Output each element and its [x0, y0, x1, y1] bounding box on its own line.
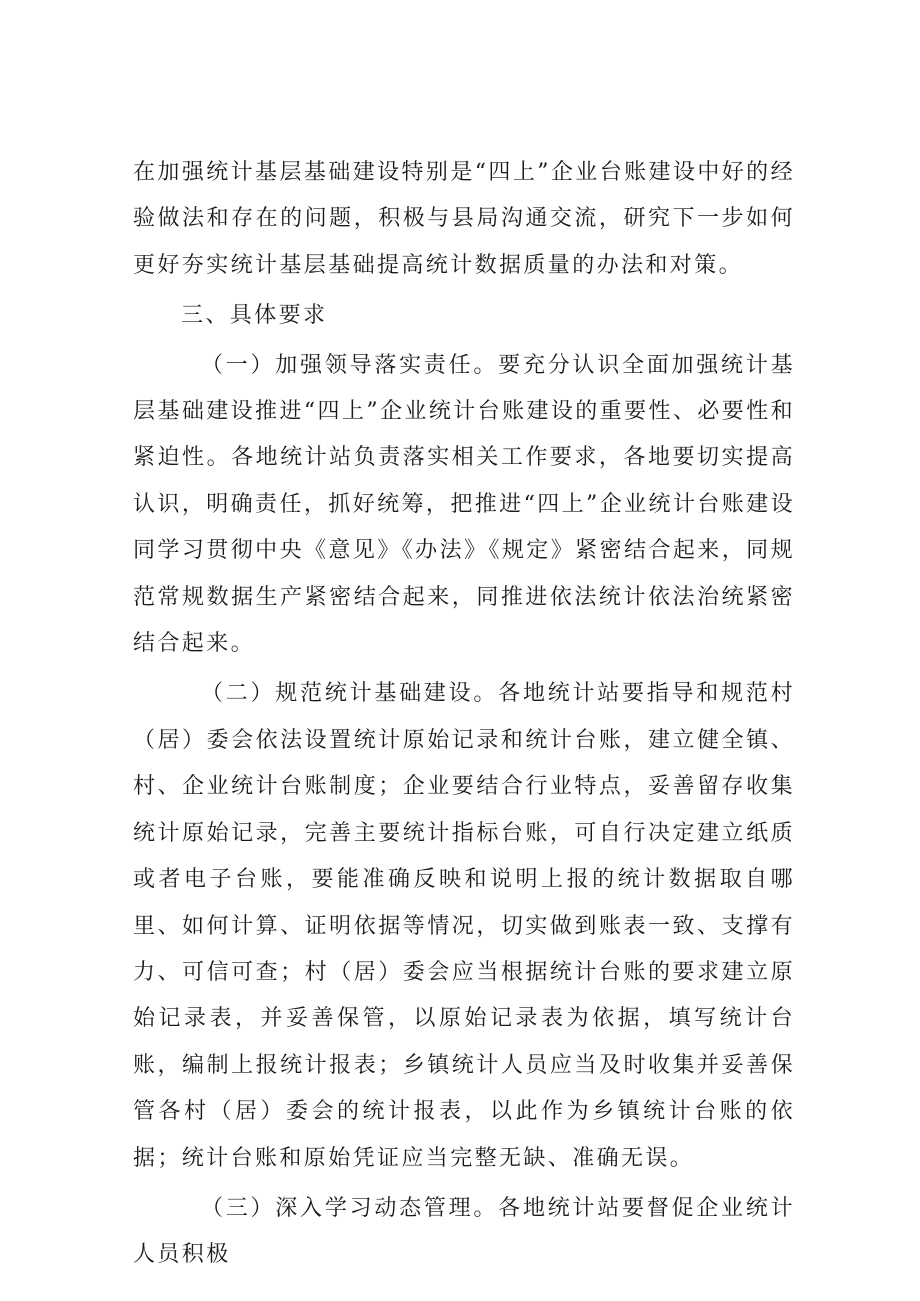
paragraph-item-2: （二）规范统计基础建设。各地统计站要指导和规范村（居）委会依法设置统计原始记录和统计台账，建立健全镇、村、企业统计台账制度；企业要结合行业特点，妥善留存收集统计原始记录，完善主要统计指标台账，可自行决定建立纸质或者电子台账，要能准确反映和说明上报的统计数据取自哪里、如何计算、证明依据等情况，切实做到账表一致、支撑有力、可信可查；村（居）委会应当根据统计台账的要求建立原始记录表，并妥善保管，以原始记录表为依据，填写统计台账，编制上报统计报表；乡镇统计人员应当及时收集并妥善保管各村（居）委会的统计报表，以此作为乡镇统计台账的依据；统计台账和原始凭证应当完整无缺、准确无误。 [133, 681, 795, 1171]
section-heading-specific-requirements: 三、具体要求 [181, 303, 328, 329]
document-body [133, 150, 795, 1279]
paragraph-continuation: 在加强统计基层基础建设特别是“四上”企业台账建设中好的经验做法和存在的问题，积极与县局沟通交流，研究下一步如何更好夯实统计基层基础提高统计数据质量的办法和对策。 [133, 160, 795, 278]
paragraph-item-1: （一）加强领导落实责任。要充分认识全面加强统计基层基础建设推进“四上”企业统计台账建设的重要性、必要性和紧迫性。各地统计站负责落实相关工作要求，各地要切实提高认识，明确责任，抓好统筹，把推进“四上”企业统计台账建设同学习贯彻中央《意见》《办法》《规定》紧密结合起来，同规范常规数据生产紧密结合起来，同推进依法统计依法治统紧密结合起来。 [133, 352, 795, 657]
paragraph-item-3: （三）深入学习动态管理。各地统计站要督促企业统计人员积极 [133, 1195, 795, 1268]
